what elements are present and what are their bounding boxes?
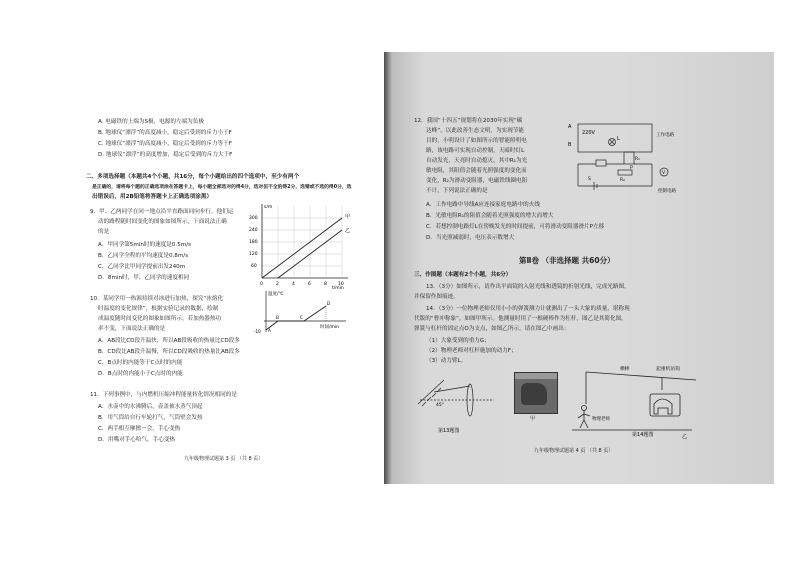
q12-stem-line6: 敏电阻，其阻值会随着光照强度的变化而 bbox=[426, 168, 527, 174]
q12-terminal-a: A bbox=[568, 124, 572, 130]
fig14-caption: 第14题图 bbox=[632, 432, 654, 438]
q9-x-tick: 0 bbox=[260, 282, 263, 287]
q10-point-b: B bbox=[276, 315, 279, 320]
q8-option-c: C. 地球仪“漂浮”的高度减小，稳定后受到的斥力等于F bbox=[98, 141, 232, 147]
q8-option-d: D. 地球仪“漂浮”的高度增加，稳定后受到的斥力大于F bbox=[98, 152, 233, 158]
q9-x-unit: t/min bbox=[332, 286, 344, 291]
q12-slider-p-label: P bbox=[630, 166, 633, 171]
q9-option-d: D．8min时，甲、乙同学的速度相同 bbox=[98, 275, 190, 281]
elephant-silhouette bbox=[521, 383, 547, 405]
q10-point-a: A bbox=[268, 328, 271, 333]
q10-y-label: 温度/℃ bbox=[268, 292, 284, 297]
q8-option-b: B. 地球仪“漂浮”的高度减小，稳定后受到的斥力小于F bbox=[98, 130, 232, 136]
q10-option-d: D．B点时的内能小于C点时的内能 bbox=[98, 371, 183, 377]
q12-r2-label: R₂ bbox=[620, 178, 625, 183]
q12-lamp-label: L bbox=[617, 136, 620, 142]
q12-stem-line7: 变化，R₂为滑动变阻器，电磁铁线圈电阻 bbox=[426, 178, 528, 184]
q14-line3: 弹簧与杠杆的固定点O为支点，如图乙所示，请在图乙中画出： bbox=[414, 326, 570, 332]
fig14-hook-label: 起重机吊钩 bbox=[656, 367, 680, 372]
q12-control-circuit-label: 控制电路 bbox=[658, 189, 676, 194]
q9-y-tick: 120 bbox=[249, 252, 258, 257]
q8-option-a: A. 电磁铁的上端为S极，电源的左端为负极 bbox=[98, 119, 204, 125]
fig14-teacher-label: 物理老师 bbox=[592, 417, 610, 422]
q10-stem-line2: 时温度的变化规律”，根据实验记录的数据，绘制 bbox=[98, 306, 219, 312]
section2-heading-line1: 二、多项选择题（本题共4个小题，共16分，每个小题给出的四个选项中，至少有两个 bbox=[86, 174, 300, 180]
q10-stem-line3: 成温度随时间变化的图象如图所示。若加热器热功 bbox=[98, 316, 222, 322]
q10-option-c: C．B点时的内能等于C点时的内能 bbox=[98, 360, 183, 366]
q9-stem-line3: 的是 bbox=[98, 229, 110, 235]
q11-stem: 11．下列事例中，与内燃机压缩冲程能量转化情况相同的是 bbox=[90, 392, 237, 398]
q11-option-d: D．用嘴对手心哈气，手心变热 bbox=[98, 437, 176, 443]
q9-x-tick: 10 bbox=[338, 282, 344, 287]
q9-stem-line2: 动的路程随时间变化的图象如图所示，下面说法正确 bbox=[98, 219, 227, 225]
q12-voltage-label: 220V bbox=[582, 130, 595, 136]
fig14-yi-label: 乙 bbox=[682, 434, 688, 440]
q12-stem-line4: 路，该电路可实现自动控制，天暗时灯L bbox=[426, 148, 525, 154]
q9-option-c: C．乙同学比甲同学提前出发240m bbox=[98, 264, 186, 270]
q12-stem-line3: 目的，小明设计了如图所示的智能照明电 bbox=[426, 138, 527, 144]
q12-option-d: D．当光照减弱时，电压表示数增大 bbox=[426, 235, 515, 241]
q12-circuit-diagram bbox=[568, 120, 708, 196]
q10-point-d: D bbox=[327, 301, 331, 306]
q9-y-tick: 180 bbox=[249, 240, 258, 245]
q10-option-b: B．CD段比AB段升温慢，所以CD段吸收的热量比AB段多 bbox=[98, 349, 240, 355]
q11-option-c: C．两手相互摩擦一会，手心变热 bbox=[98, 426, 181, 432]
q12-switch-s-label: S bbox=[588, 177, 591, 182]
q10-option-a: A．AB段比CD段升温快，所以AB段吸收的热量比CD段多 bbox=[98, 338, 240, 344]
q12-voltmeter-label: V bbox=[662, 171, 666, 176]
q14-item1: （1）大象受到的重力G； bbox=[426, 338, 490, 344]
fig14-jia-photo bbox=[514, 372, 558, 414]
q10-point-c: C bbox=[300, 315, 303, 320]
q14-item2: （2）物理老师对杠杆施加的动力F； bbox=[426, 348, 517, 354]
q14-line2: 代版的“曹冲称象”，如图甲所示。他测量时用了一根硬棒作为杠杆，图乙是其简化图， bbox=[414, 316, 627, 322]
q9-y-tick: 300 bbox=[249, 216, 258, 221]
q9-x-tick: 8 bbox=[324, 282, 327, 287]
fig14-yi-lever-diagram bbox=[562, 358, 702, 442]
q12-option-b: B．光敏电阻R₁的阻值会随着光照强度的增大而增大 bbox=[426, 213, 554, 219]
section2-heading-line3: 出错误后，用2B铅笔将答题卡上正确选项涂黑） bbox=[92, 194, 213, 200]
section2-heading-line2: 是正确的，请将每个题的正确选项涂在答题卡上，每小题全部选对的得4分，选对但不全的得2分，选错或不选的得0分，选 bbox=[92, 185, 352, 190]
q14-line1: 14．（3分）一位物理老师仅用小小的弹簧测力计就测出了一头大象的质量，堪称现 bbox=[426, 306, 630, 312]
q9-x-tick: 2 bbox=[276, 282, 279, 287]
q9-distance-time-chart bbox=[248, 202, 358, 294]
q9-series-label-jia: 甲 bbox=[345, 214, 351, 220]
q10-x-label: 时间/min bbox=[320, 325, 340, 330]
fig13-optics-diagram bbox=[414, 366, 498, 438]
right-exam-page bbox=[384, 52, 774, 484]
q12-option-c: C．若想控制电路灯L在傍晚发光的时间提前，可将滑动变阻器滑片P左移 bbox=[426, 224, 605, 230]
q12-work-circuit-label: 工作电路 bbox=[656, 133, 674, 138]
q10-temperature-time-chart bbox=[254, 288, 354, 336]
q9-x-tick: 4 bbox=[292, 282, 295, 287]
q12-stem-line8: 不计，下列说法正确的是 bbox=[426, 188, 488, 194]
q9-stem-line1: 9．甲、乙两同学在同一地点沿平直路面同向步行，他们运 bbox=[90, 209, 234, 215]
q13-line2: 并保留作图痕迹。 bbox=[414, 294, 459, 300]
q9-option-b: B．乙同学全程的平均速度是0.8m/s bbox=[98, 253, 189, 259]
q10-y-min: -10 bbox=[254, 329, 261, 334]
q10-stem-line1: 10．某同学用一热源持续对冰进行加热，探究“冰熔化 bbox=[90, 296, 224, 302]
q11-option-b: B．用气筒给自行车轮打气，气筒壁会发热 bbox=[98, 415, 203, 421]
q12-stem-line1: 12．我国“十四五”规划将在2030年实现“碳 bbox=[414, 118, 523, 124]
fig14-lever-label: 横棒 bbox=[620, 367, 630, 372]
left-exam-page bbox=[8, 52, 374, 484]
q12-stem-line2: 达峰”，以此改善生态文明，为实现节能 bbox=[426, 128, 524, 134]
fig13-caption: 第13题图 bbox=[438, 428, 460, 434]
q9-series-label-yi: 乙 bbox=[345, 228, 351, 234]
q9-line-jia bbox=[262, 218, 342, 278]
q12-terminal-b: B bbox=[568, 142, 572, 148]
q9-option-a: A．甲同学第5min时的速度是0.5m/s bbox=[98, 242, 192, 248]
q9-y-tick: 60 bbox=[251, 264, 257, 269]
q9-y-unit: s/m bbox=[264, 205, 273, 210]
q10-stem-line4: 率不变，下面说法正确的是 bbox=[98, 326, 166, 332]
q13-line1: 13．（3分）如图所示，请作出平面镜的入射光线和透镜的折射光线，完成光路图， bbox=[426, 284, 630, 290]
sky-strip bbox=[515, 373, 557, 379]
left-page-footer: 九年级物理试题第 3 页 （共 8 页） bbox=[184, 456, 264, 462]
fig14-jia-label: 甲 bbox=[530, 416, 536, 422]
q9-x-tick: 6 bbox=[308, 282, 311, 287]
fig13-angle-label: 45° bbox=[436, 403, 444, 408]
right-page-footer: 九年级物理试题第 4 页 （共 8 页） bbox=[534, 448, 614, 454]
part2-title: 第Ⅱ卷 （非选择题 共60分） bbox=[519, 256, 615, 265]
q12-option-a: A．工作电路中导线A应连接家庭电路中的火线 bbox=[426, 202, 540, 208]
q11-option-a: A．水壶中的水沸腾后，壶盖被水蒸气顶起 bbox=[98, 404, 203, 410]
q12-r1-label: R₁ bbox=[635, 157, 640, 162]
section3-heading: 三、作图题（本题有2个小题，共6分） bbox=[414, 272, 512, 278]
q14-item3: （3）动力臂L。 bbox=[426, 358, 467, 364]
q9-y-tick: 240 bbox=[249, 228, 258, 233]
q12-stem-line5: 自动发光，天亮时自动熄灭，其中R₁为光 bbox=[426, 158, 528, 164]
